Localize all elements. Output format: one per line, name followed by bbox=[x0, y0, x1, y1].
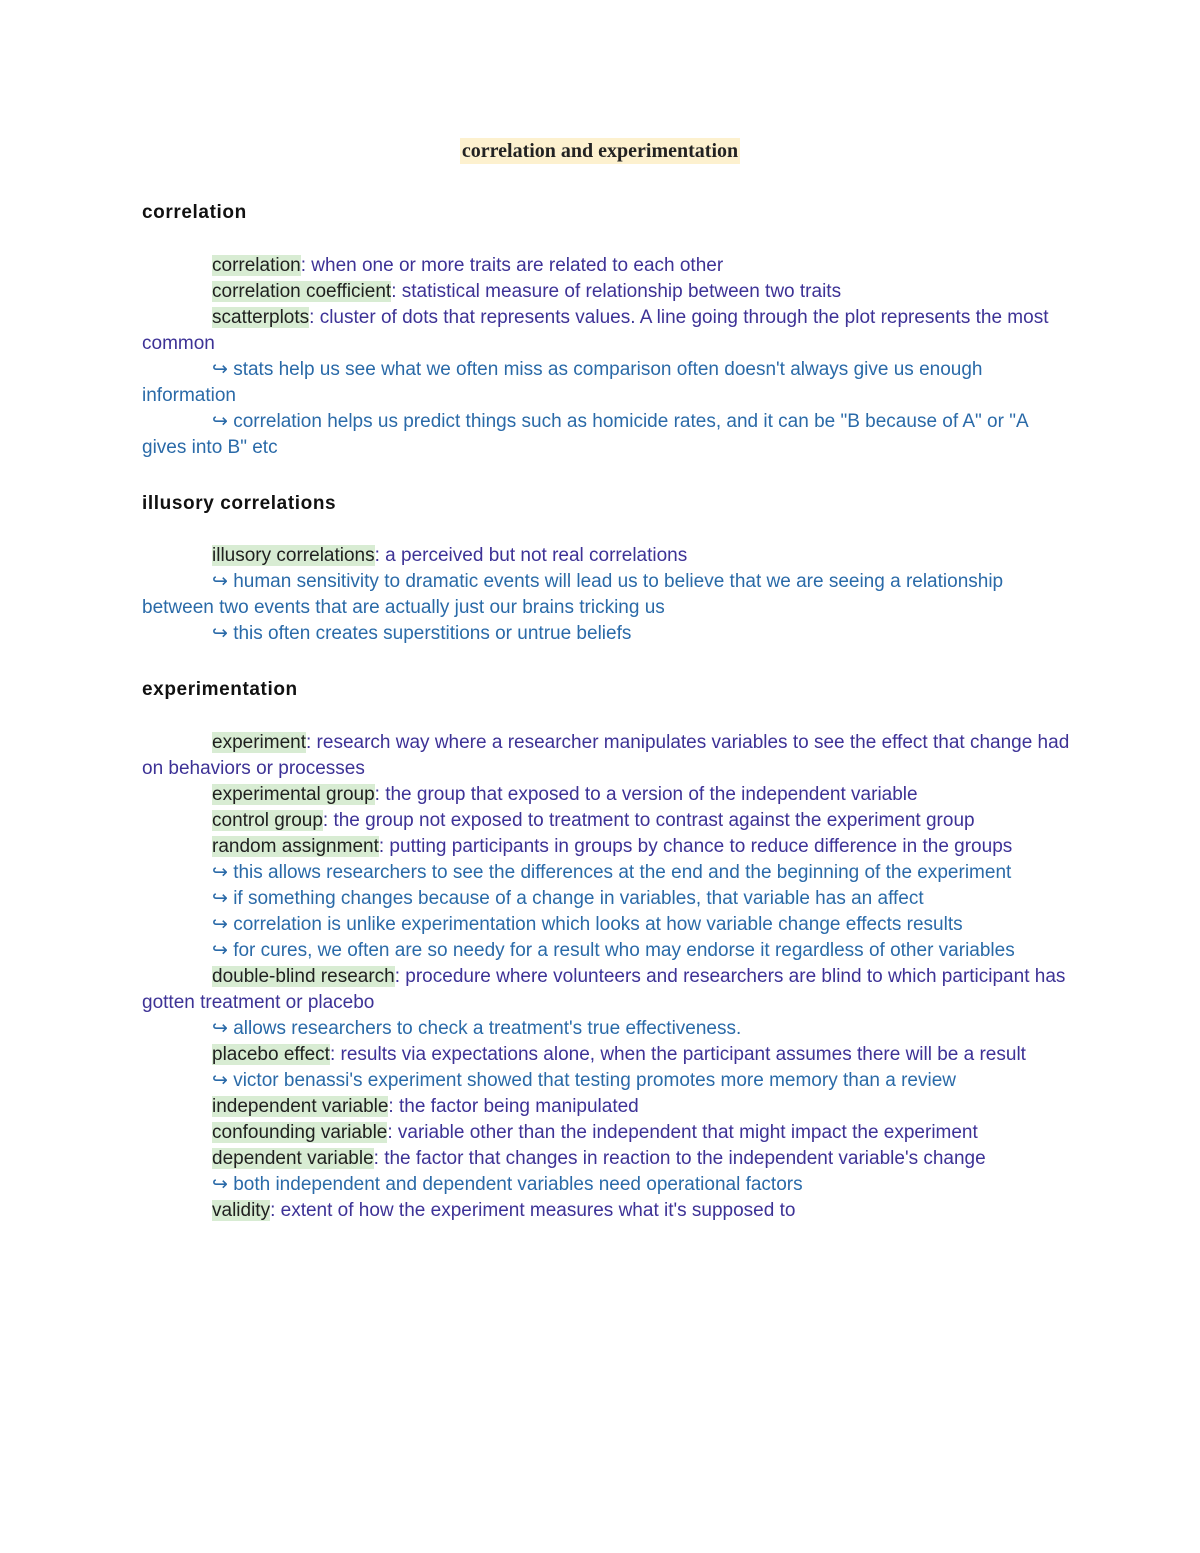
definition-text: : cluster of dots that represents values. A line going through the plot represents the most common bbox=[142, 307, 1049, 354]
term-label: independent variable bbox=[212, 1096, 389, 1117]
term-label: experimental group bbox=[212, 784, 375, 805]
note-line bbox=[142, 357, 1072, 409]
definition-text: : the group not exposed to treatment to contrast against the experiment group bbox=[322, 810, 975, 831]
note-text: both independent and dependent variables need operational factors bbox=[233, 1174, 803, 1195]
term-definition bbox=[142, 305, 1072, 357]
note-text: this allows researchers to see the differences at the end and the beginning of the experiment bbox=[233, 862, 1012, 883]
term-definition bbox=[142, 543, 1072, 569]
note-line bbox=[142, 1172, 1072, 1198]
term-definition bbox=[142, 730, 1072, 782]
definition-text: : statistical measure of relationship between two traits bbox=[391, 281, 842, 302]
note-text: victor benassi's experiment showed that testing promotes more memory than a review bbox=[233, 1070, 956, 1091]
definition-text: : putting participants in groups by chance to reduce difference in the groups bbox=[378, 836, 1013, 857]
term-label: experiment bbox=[212, 732, 306, 753]
term-label: double-blind research bbox=[212, 966, 395, 987]
note-line bbox=[142, 569, 1072, 621]
curved-arrow-icon: ↪ bbox=[212, 1070, 228, 1091]
note-line bbox=[142, 1068, 1072, 1094]
curved-arrow-icon: ↪ bbox=[212, 914, 228, 935]
curved-arrow-icon: ↪ bbox=[212, 359, 228, 380]
section-body-illusory-correlations bbox=[142, 543, 1072, 647]
term-definition bbox=[142, 253, 1072, 279]
term-label: scatterplots bbox=[212, 307, 310, 328]
term-definition bbox=[142, 782, 1072, 808]
definition-text: : when one or more traits are related to each other bbox=[300, 255, 724, 276]
curved-arrow-icon: ↪ bbox=[212, 411, 228, 432]
definition-text: : the factor that changes in reaction to the independent variable's change bbox=[373, 1148, 986, 1169]
term-label: control group bbox=[212, 810, 323, 831]
term-definition bbox=[142, 1042, 1072, 1068]
note-text: allows researchers to check a treatment's true effectiveness. bbox=[233, 1018, 742, 1039]
note-line bbox=[142, 621, 1072, 647]
section-heading-illusory-correlations: illusory correlations bbox=[142, 493, 337, 514]
definition-text: : extent of how the experiment measures what it's supposed to bbox=[270, 1200, 796, 1221]
note-text: human sensitivity to dramatic events will lead us to believe that we are seeing a relationship between two events that are actually just our brains tricking us bbox=[142, 571, 1004, 618]
term-definition bbox=[142, 1198, 1072, 1224]
note-line bbox=[142, 1016, 1072, 1042]
term-label: illusory correlations bbox=[212, 545, 375, 566]
term-definition bbox=[142, 1120, 1072, 1146]
term-label: placebo effect bbox=[212, 1044, 330, 1065]
document-title bbox=[0, 140, 1200, 163]
term-label: correlation coefficient bbox=[212, 281, 392, 302]
definition-text: : results via expectations alone, when the participant assumes there will be a result bbox=[329, 1044, 1026, 1065]
definition-text: : the factor being manipulated bbox=[388, 1096, 639, 1117]
term-label: dependent variable bbox=[212, 1148, 374, 1169]
curved-arrow-icon: ↪ bbox=[212, 1018, 228, 1039]
section-body-experimentation bbox=[142, 730, 1072, 1224]
definition-text: : variable other than the independent that might impact the experiment bbox=[387, 1122, 978, 1143]
term-label: confounding variable bbox=[212, 1122, 388, 1143]
term-label: validity bbox=[212, 1200, 271, 1221]
curved-arrow-icon: ↪ bbox=[212, 940, 228, 961]
definition-text: : a perceived but not real correlations bbox=[374, 545, 688, 566]
note-text: for cures, we often are so needy for a result who may endorse it regardless of other variables bbox=[233, 940, 1015, 961]
curved-arrow-icon: ↪ bbox=[212, 1174, 228, 1195]
note-line bbox=[142, 860, 1072, 886]
section-heading-correlation: correlation bbox=[142, 202, 247, 223]
curved-arrow-icon: ↪ bbox=[212, 862, 228, 883]
note-line bbox=[142, 886, 1072, 912]
curved-arrow-icon: ↪ bbox=[212, 888, 228, 909]
term-label: random assignment bbox=[212, 836, 379, 857]
term-definition bbox=[142, 1146, 1072, 1172]
section-body-correlation bbox=[142, 253, 1072, 461]
note-line bbox=[142, 912, 1072, 938]
note-text: if something changes because of a change in variables, that variable has an affect bbox=[233, 888, 924, 909]
note-text: stats help us see what we often miss as comparison often doesn't always give us enough information bbox=[142, 359, 983, 406]
curved-arrow-icon: ↪ bbox=[212, 623, 228, 644]
note-text: this often creates superstitions or untrue beliefs bbox=[233, 623, 632, 644]
term-label: correlation bbox=[212, 255, 301, 276]
term-definition bbox=[142, 834, 1072, 860]
note-line bbox=[142, 409, 1072, 461]
term-definition bbox=[142, 279, 1072, 305]
definition-text: : procedure where volunteers and researchers are blind to which participant has gotten treatment or placebo bbox=[142, 966, 1066, 1013]
definition-text: : the group that exposed to a version of the independent variable bbox=[374, 784, 918, 805]
definition-text: : research way where a researcher manipulates variables to see the effect that change had on behaviors or processes bbox=[142, 732, 1070, 779]
note-text: correlation is unlike experimentation which looks at how variable change effects results bbox=[233, 914, 963, 935]
section-heading-experimentation: experimentation bbox=[142, 679, 298, 700]
curved-arrow-icon: ↪ bbox=[212, 571, 228, 592]
note-line bbox=[142, 938, 1072, 964]
note-text: correlation helps us predict things such as homicide rates, and it can be "B because of A" or "A gives into B" etc bbox=[142, 411, 1028, 458]
term-definition bbox=[142, 1094, 1072, 1120]
term-definition bbox=[142, 964, 1072, 1016]
term-definition bbox=[142, 808, 1072, 834]
document-title-text: correlation and experimentation bbox=[461, 140, 739, 162]
